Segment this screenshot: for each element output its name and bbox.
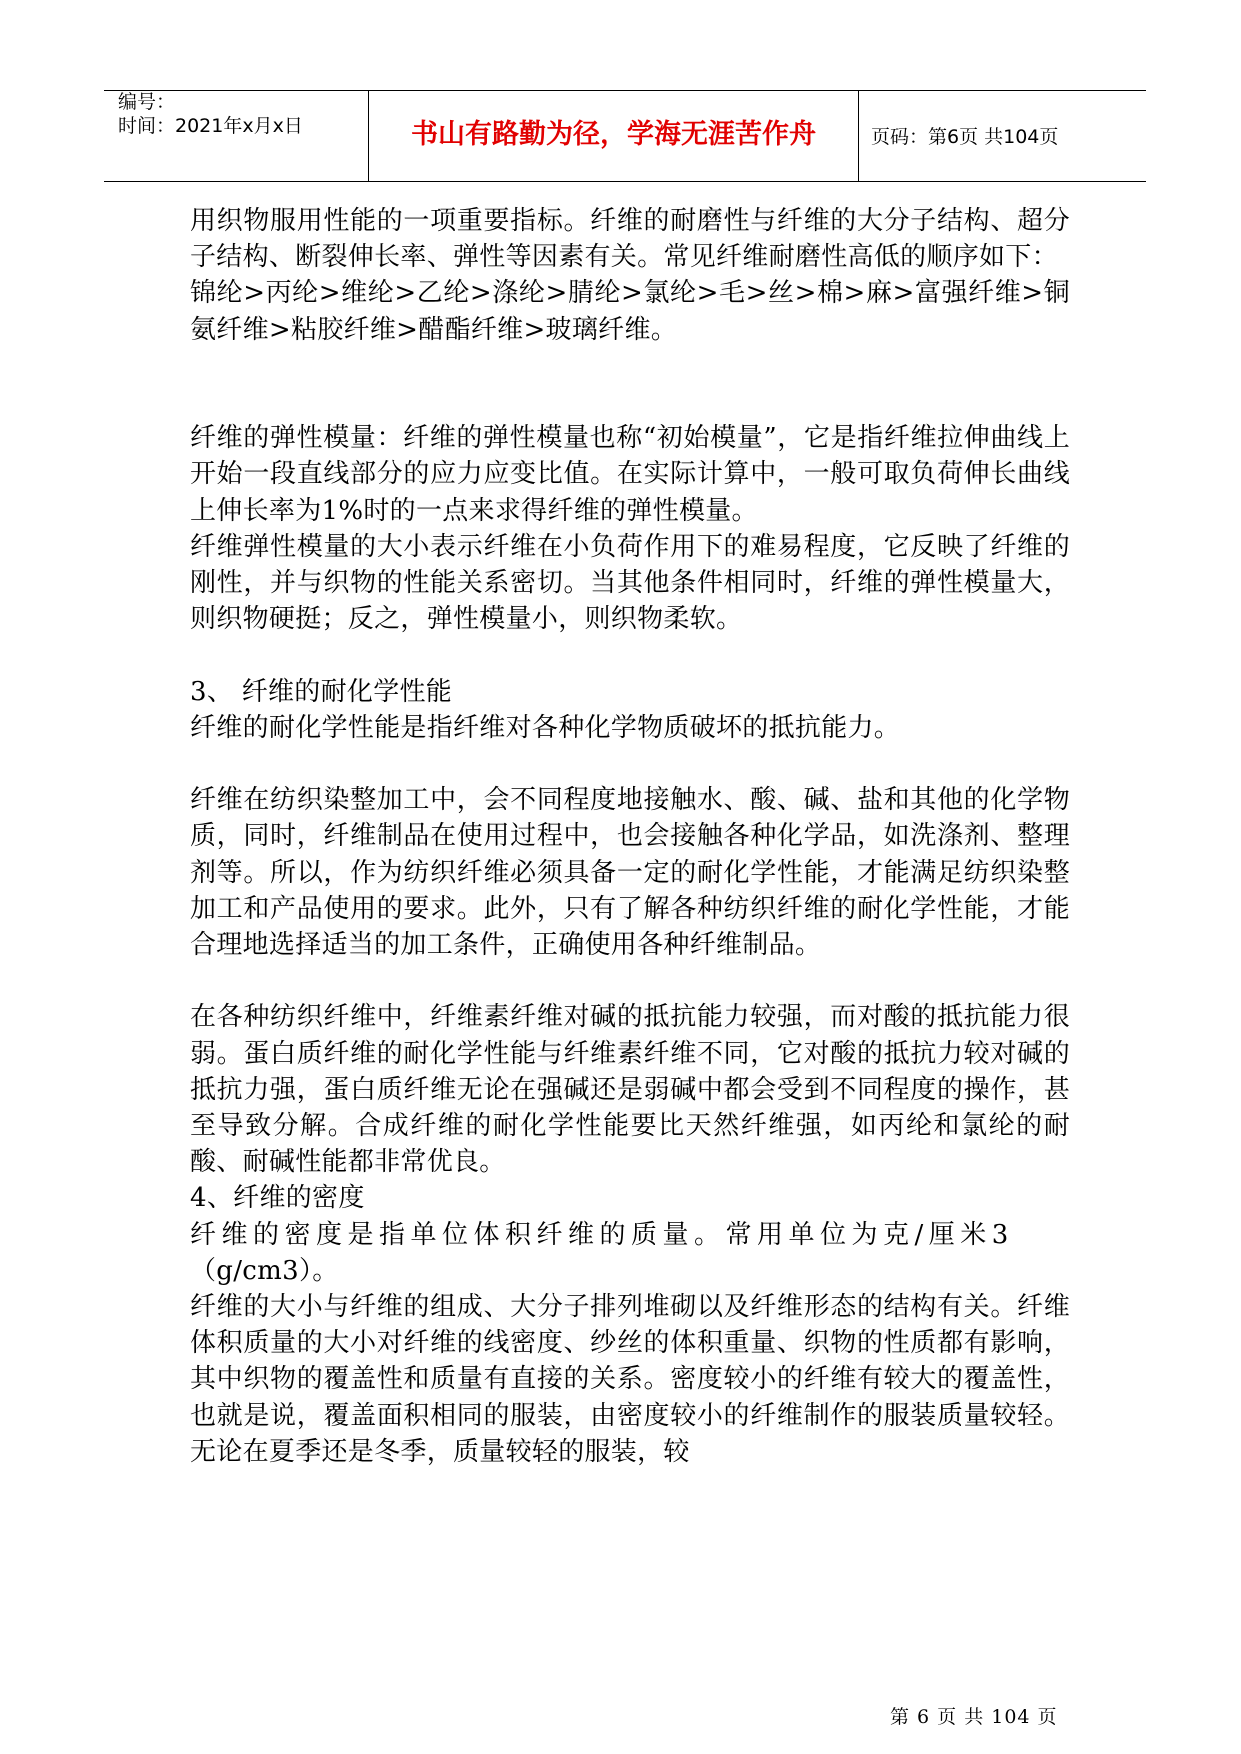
section-heading: 3、 纤维的耐化学性能 xyxy=(190,676,453,707)
header-page-cell xyxy=(859,91,1146,181)
paragraph-line: 纤维的密度是指单位体积纤维的质量。常用单位为克/厘米3 xyxy=(190,1219,1014,1250)
spacer xyxy=(190,746,1070,782)
motto-text: 书山有路勤为径，学海无涯苦作舟 xyxy=(411,119,816,150)
paragraph: 锦纶>丙纶>维纶>乙纶>涤纶>腈纶>氯纶>毛>丝>棉>麻>富强纤维>铜氨纤维>粘胶纤维>醋酯纤维>玻璃纤维。 xyxy=(190,278,1070,345)
paragraph: 在各种纺织纤维中，纤维素纤维对碱的抵抗能力较强，而对酸的抵抗能力很弱。蛋白质纤维的耐化学性能与纤维素纤维不同，它对酸的抵抗力较对碱的抵抗力强，蛋白质纤维无论在强碱还是弱碱中都会受到不同程度的操作，甚至导致分解。合成纤维的耐化学性能要比天然纤维强，如丙纶和氯纶的耐酸、耐碱性能都非常优良。 xyxy=(190,1002,1070,1178)
time-label: 时间：2021年x月x日 xyxy=(118,115,303,137)
paragraph: 纤维的大小与纤维的组成、大分子排列堆砌以及纤维形态的结构有关。纤维体积质量的大小对纤维的线密度、纱丝的体积重量、织物的性质都有影响，其中织物的覆盖性和质量有直接的关系。密度较小的纤维有较大的覆盖性，也就是说，覆盖面积相同的服装，由密度较小的纤维制作的服装质量较轻。无论在夏季还是冬季，质量较轻的服装，较 xyxy=(190,1292,1070,1467)
header-meta-cell xyxy=(104,91,369,181)
serial-label: 编号： xyxy=(118,91,176,113)
paragraph: 用织物服用性能的一项重要指标。纤维的耐磨性与纤维的大分子结构、超分子结构、断裂伸长率、弹性等因素有关。常见纤维耐磨性高低的顺序如下： xyxy=(190,206,1070,273)
spacer xyxy=(190,637,1070,673)
paragraph: 纤维的耐化学性能是指纤维对各种化学物质破坏的抵抗能力。 xyxy=(190,712,901,743)
spacer xyxy=(190,963,1070,999)
page-code: 页码：第6页 共104页 xyxy=(871,126,1059,148)
header-motto-cell xyxy=(369,91,859,181)
page-header xyxy=(104,90,1146,182)
paragraph: 纤维的弹性模量：纤维的弹性模量也称“初始模量”，它是指纤维拉伸曲线上开始一段直线部分的应力应变比值。在实际计算中，一般可取负荷伸长曲线上伸长率为1%时的一点来求得纤维的弹性模量。 xyxy=(190,423,1070,526)
paragraph: 纤维在纺织染整加工中，会不同程度地接触水、酸、碱、盐和其他的化学物质，同时，纤维制品在使用过程中，也会接触各种化学品，如洗涤剂、整理剂等。所以，作为纺织纤维必须具备一定的耐化学性能，才能满足纺织染整加工和产品使用的要求。此外，只有了解各种纺织纤维的耐化学性能，才能合理地选择适当的加工条件，正确使用各种纤维制品。 xyxy=(190,785,1070,961)
section-heading: 4、纤维的密度 xyxy=(190,1183,365,1214)
paragraph: 纤维弹性模量的大小表示纤维在小负荷作用下的难易程度，它反映了纤维的刚性，并与织物的性能关系密切。当其他条件相同时，纤维的弹性模量大，则织物硬挺；反之，弹性模量小，则织物柔软。 xyxy=(190,531,1070,635)
document-body xyxy=(190,203,1070,1470)
page-footer-number: 第 6 页 共 104 页 xyxy=(890,1706,1058,1728)
spacer xyxy=(190,348,1070,420)
paragraph-line: （g/cm3）。 xyxy=(190,1255,339,1286)
